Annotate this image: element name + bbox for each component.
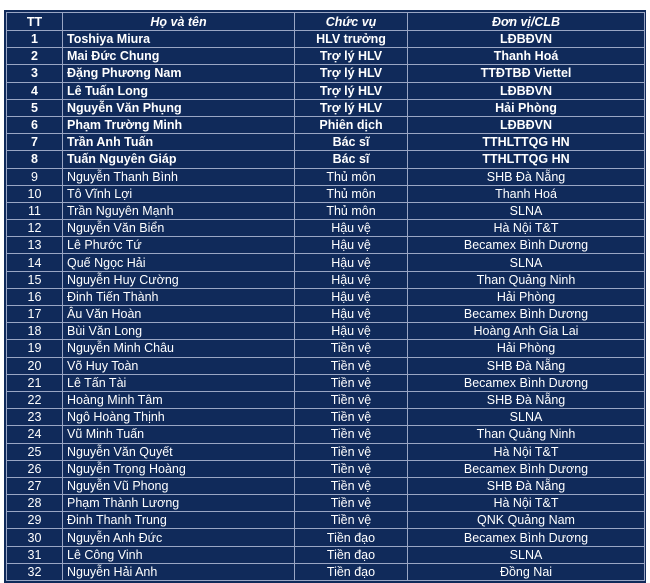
cell-tt: 32 — [7, 563, 63, 580]
cell-role: Trợ lý HLV — [295, 99, 408, 116]
cell-role: Hậu vệ — [295, 323, 408, 340]
table-row — [7, 220, 645, 237]
cell-name: Lê Tấn Tài — [63, 374, 295, 391]
cell-name: Võ Huy Toàn — [63, 357, 295, 374]
table-row — [7, 426, 645, 443]
cell-role: Tiền vệ — [295, 495, 408, 512]
cell-role: Hậu vệ — [295, 288, 408, 305]
cell-role: Hậu vệ — [295, 254, 408, 271]
cell-club: SLNA — [408, 254, 645, 271]
cell-role: Tiền vệ — [295, 409, 408, 426]
cell-name: Nguyễn Trọng Hoàng — [63, 460, 295, 477]
header-club: Đơn vị/CLB — [408, 13, 645, 31]
cell-tt: 25 — [7, 443, 63, 460]
cell-club: SLNA — [408, 409, 645, 426]
cell-role: Tiền vệ — [295, 374, 408, 391]
cell-club: Becamex Bình Dương — [408, 460, 645, 477]
cell-role: Hậu vệ — [295, 220, 408, 237]
cell-role: Bác sĩ — [295, 134, 408, 151]
cell-club: Hải Phòng — [408, 99, 645, 116]
table-body — [7, 31, 645, 581]
cell-club: TTĐTBĐ Viettel — [408, 65, 645, 82]
cell-tt: 4 — [7, 82, 63, 99]
cell-role: Hậu vệ — [295, 271, 408, 288]
cell-tt: 5 — [7, 99, 63, 116]
cell-club: TTHLTTQG HN — [408, 134, 645, 151]
cell-club: Than Quảng Ninh — [408, 426, 645, 443]
table-row — [7, 31, 645, 48]
table-row — [7, 512, 645, 529]
table-row — [7, 529, 645, 546]
cell-tt: 10 — [7, 185, 63, 202]
table-row — [7, 340, 645, 357]
cell-club: SLNA — [408, 202, 645, 219]
cell-role: Bác sĩ — [295, 151, 408, 168]
cell-club: TTHLTTQG HN — [408, 151, 645, 168]
cell-name: Nguyễn Minh Châu — [63, 340, 295, 357]
cell-club: SHB Đà Nẵng — [408, 391, 645, 408]
table-row — [7, 48, 645, 65]
cell-tt: 20 — [7, 357, 63, 374]
cell-role: Hậu vệ — [295, 237, 408, 254]
cell-name: Đặng Phương Nam — [63, 65, 295, 82]
table-row — [7, 254, 645, 271]
cell-tt: 17 — [7, 306, 63, 323]
table-row — [7, 65, 645, 82]
table-row — [7, 237, 645, 254]
cell-name: Lê Phước Tứ — [63, 237, 295, 254]
cell-club: Thanh Hoá — [408, 48, 645, 65]
table-row — [7, 134, 645, 151]
cell-role: Tiền vệ — [295, 477, 408, 494]
cell-name: Đinh Tiến Thành — [63, 288, 295, 305]
cell-club: LĐBĐVN — [408, 82, 645, 99]
cell-name: Nguyễn Vũ Phong — [63, 477, 295, 494]
table-row — [7, 495, 645, 512]
table-row — [7, 116, 645, 133]
cell-tt: 9 — [7, 168, 63, 185]
cell-tt: 23 — [7, 409, 63, 426]
cell-tt: 18 — [7, 323, 63, 340]
table-row — [7, 99, 645, 116]
cell-role: Tiền đạo — [295, 529, 408, 546]
header-role: Chức vụ — [295, 13, 408, 31]
cell-name: Trần Anh Tuấn — [63, 134, 295, 151]
table-row — [7, 288, 645, 305]
table-header-row — [7, 13, 645, 31]
cell-role: Tiền vệ — [295, 512, 408, 529]
table-row — [7, 477, 645, 494]
cell-club: SHB Đà Nẵng — [408, 477, 645, 494]
cell-role: Tiền vệ — [295, 357, 408, 374]
cell-role: Tiền vệ — [295, 443, 408, 460]
cell-tt: 11 — [7, 202, 63, 219]
cell-club: Becamex Bình Dương — [408, 306, 645, 323]
cell-role: Thủ môn — [295, 168, 408, 185]
cell-club: SLNA — [408, 546, 645, 563]
cell-name: Phạm Trường Minh — [63, 116, 295, 133]
cell-tt: 12 — [7, 220, 63, 237]
table-row — [7, 460, 645, 477]
cell-name: Nguyễn Văn Quyết — [63, 443, 295, 460]
cell-tt: 3 — [7, 65, 63, 82]
header-tt: TT — [7, 13, 63, 31]
cell-club: LĐBĐVN — [408, 116, 645, 133]
cell-club: Hà Nội T&T — [408, 443, 645, 460]
cell-name: Đinh Thanh Trung — [63, 512, 295, 529]
table-row — [7, 185, 645, 202]
table-row — [7, 82, 645, 99]
cell-name: Lê Công Vinh — [63, 546, 295, 563]
cell-tt: 14 — [7, 254, 63, 271]
cell-club: Đồng Nai — [408, 563, 645, 580]
cell-tt: 1 — [7, 31, 63, 48]
cell-name: Nguyễn Thanh Bình — [63, 168, 295, 185]
cell-club: Hải Phòng — [408, 340, 645, 357]
cell-tt: 31 — [7, 546, 63, 563]
header-name: Họ và tên — [63, 13, 295, 31]
cell-name: Bùi Văn Long — [63, 323, 295, 340]
cell-tt: 13 — [7, 237, 63, 254]
cell-club: Becamex Bình Dương — [408, 529, 645, 546]
cell-name: Nguyễn Hải Anh — [63, 563, 295, 580]
cell-name: Toshiya Miura — [63, 31, 295, 48]
cell-role: Thủ môn — [295, 185, 408, 202]
cell-name: Vũ Minh Tuấn — [63, 426, 295, 443]
cell-name: Lê Tuấn Long — [63, 82, 295, 99]
table-row — [7, 202, 645, 219]
cell-name: Nguyễn Huy Cường — [63, 271, 295, 288]
cell-club: SHB Đà Nẵng — [408, 168, 645, 185]
cell-role: HLV trưởng — [295, 31, 408, 48]
table-row — [7, 546, 645, 563]
table-row — [7, 443, 645, 460]
cell-name: Nguyễn Văn Biển — [63, 220, 295, 237]
cell-name: Ngô Hoàng Thịnh — [63, 409, 295, 426]
cell-role: Trợ lý HLV — [295, 48, 408, 65]
cell-tt: 27 — [7, 477, 63, 494]
cell-club: Becamex Bình Dương — [408, 237, 645, 254]
cell-name: Trần Nguyên Mạnh — [63, 202, 295, 219]
cell-club: Becamex Bình Dương — [408, 374, 645, 391]
cell-club: Hải Phòng — [408, 288, 645, 305]
table-row — [7, 374, 645, 391]
cell-role: Tiền vệ — [295, 391, 408, 408]
cell-club: Than Quảng Ninh — [408, 271, 645, 288]
cell-club: SHB Đà Nẵng — [408, 357, 645, 374]
cell-tt: 28 — [7, 495, 63, 512]
cell-tt: 30 — [7, 529, 63, 546]
cell-club: QNK Quảng Nam — [408, 512, 645, 529]
table-row — [7, 151, 645, 168]
cell-role: Thủ môn — [295, 202, 408, 219]
table-row — [7, 409, 645, 426]
cell-name: Tuấn Nguyên Giáp — [63, 151, 295, 168]
table-row — [7, 357, 645, 374]
cell-role: Tiền vệ — [295, 426, 408, 443]
cell-name: Phạm Thành Lương — [63, 495, 295, 512]
squad-table-container — [4, 10, 646, 583]
cell-tt: 2 — [7, 48, 63, 65]
cell-club: Hoàng Anh Gia Lai — [408, 323, 645, 340]
table-row — [7, 271, 645, 288]
cell-tt: 8 — [7, 151, 63, 168]
cell-name: Quế Ngọc Hải — [63, 254, 295, 271]
cell-tt: 7 — [7, 134, 63, 151]
table-row — [7, 323, 645, 340]
cell-tt: 15 — [7, 271, 63, 288]
cell-name: Tô Vĩnh Lợi — [63, 185, 295, 202]
cell-role: Hậu vệ — [295, 306, 408, 323]
table-row — [7, 168, 645, 185]
cell-tt: 16 — [7, 288, 63, 305]
cell-name: Hoàng Minh Tâm — [63, 391, 295, 408]
cell-name: Nguyễn Anh Đức — [63, 529, 295, 546]
cell-role: Tiền vệ — [295, 460, 408, 477]
cell-tt: 26 — [7, 460, 63, 477]
cell-tt: 6 — [7, 116, 63, 133]
cell-name: Âu Văn Hoàn — [63, 306, 295, 323]
table-row — [7, 391, 645, 408]
cell-role: Tiền vệ — [295, 340, 408, 357]
cell-role: Phiên dịch — [295, 116, 408, 133]
squad-table — [6, 12, 645, 581]
cell-role: Tiền đạo — [295, 563, 408, 580]
cell-tt: 19 — [7, 340, 63, 357]
table-row — [7, 563, 645, 580]
cell-tt: 24 — [7, 426, 63, 443]
cell-tt: 29 — [7, 512, 63, 529]
cell-club: Thanh Hoá — [408, 185, 645, 202]
cell-name: Mai Đức Chung — [63, 48, 295, 65]
cell-club: LĐBĐVN — [408, 31, 645, 48]
table-row — [7, 306, 645, 323]
cell-tt: 21 — [7, 374, 63, 391]
cell-role: Tiền đạo — [295, 546, 408, 563]
cell-club: Hà Nội T&T — [408, 495, 645, 512]
cell-name: Nguyễn Văn Phụng — [63, 99, 295, 116]
cell-role: Trợ lý HLV — [295, 65, 408, 82]
cell-tt: 22 — [7, 391, 63, 408]
cell-role: Trợ lý HLV — [295, 82, 408, 99]
cell-club: Hà Nội T&T — [408, 220, 645, 237]
